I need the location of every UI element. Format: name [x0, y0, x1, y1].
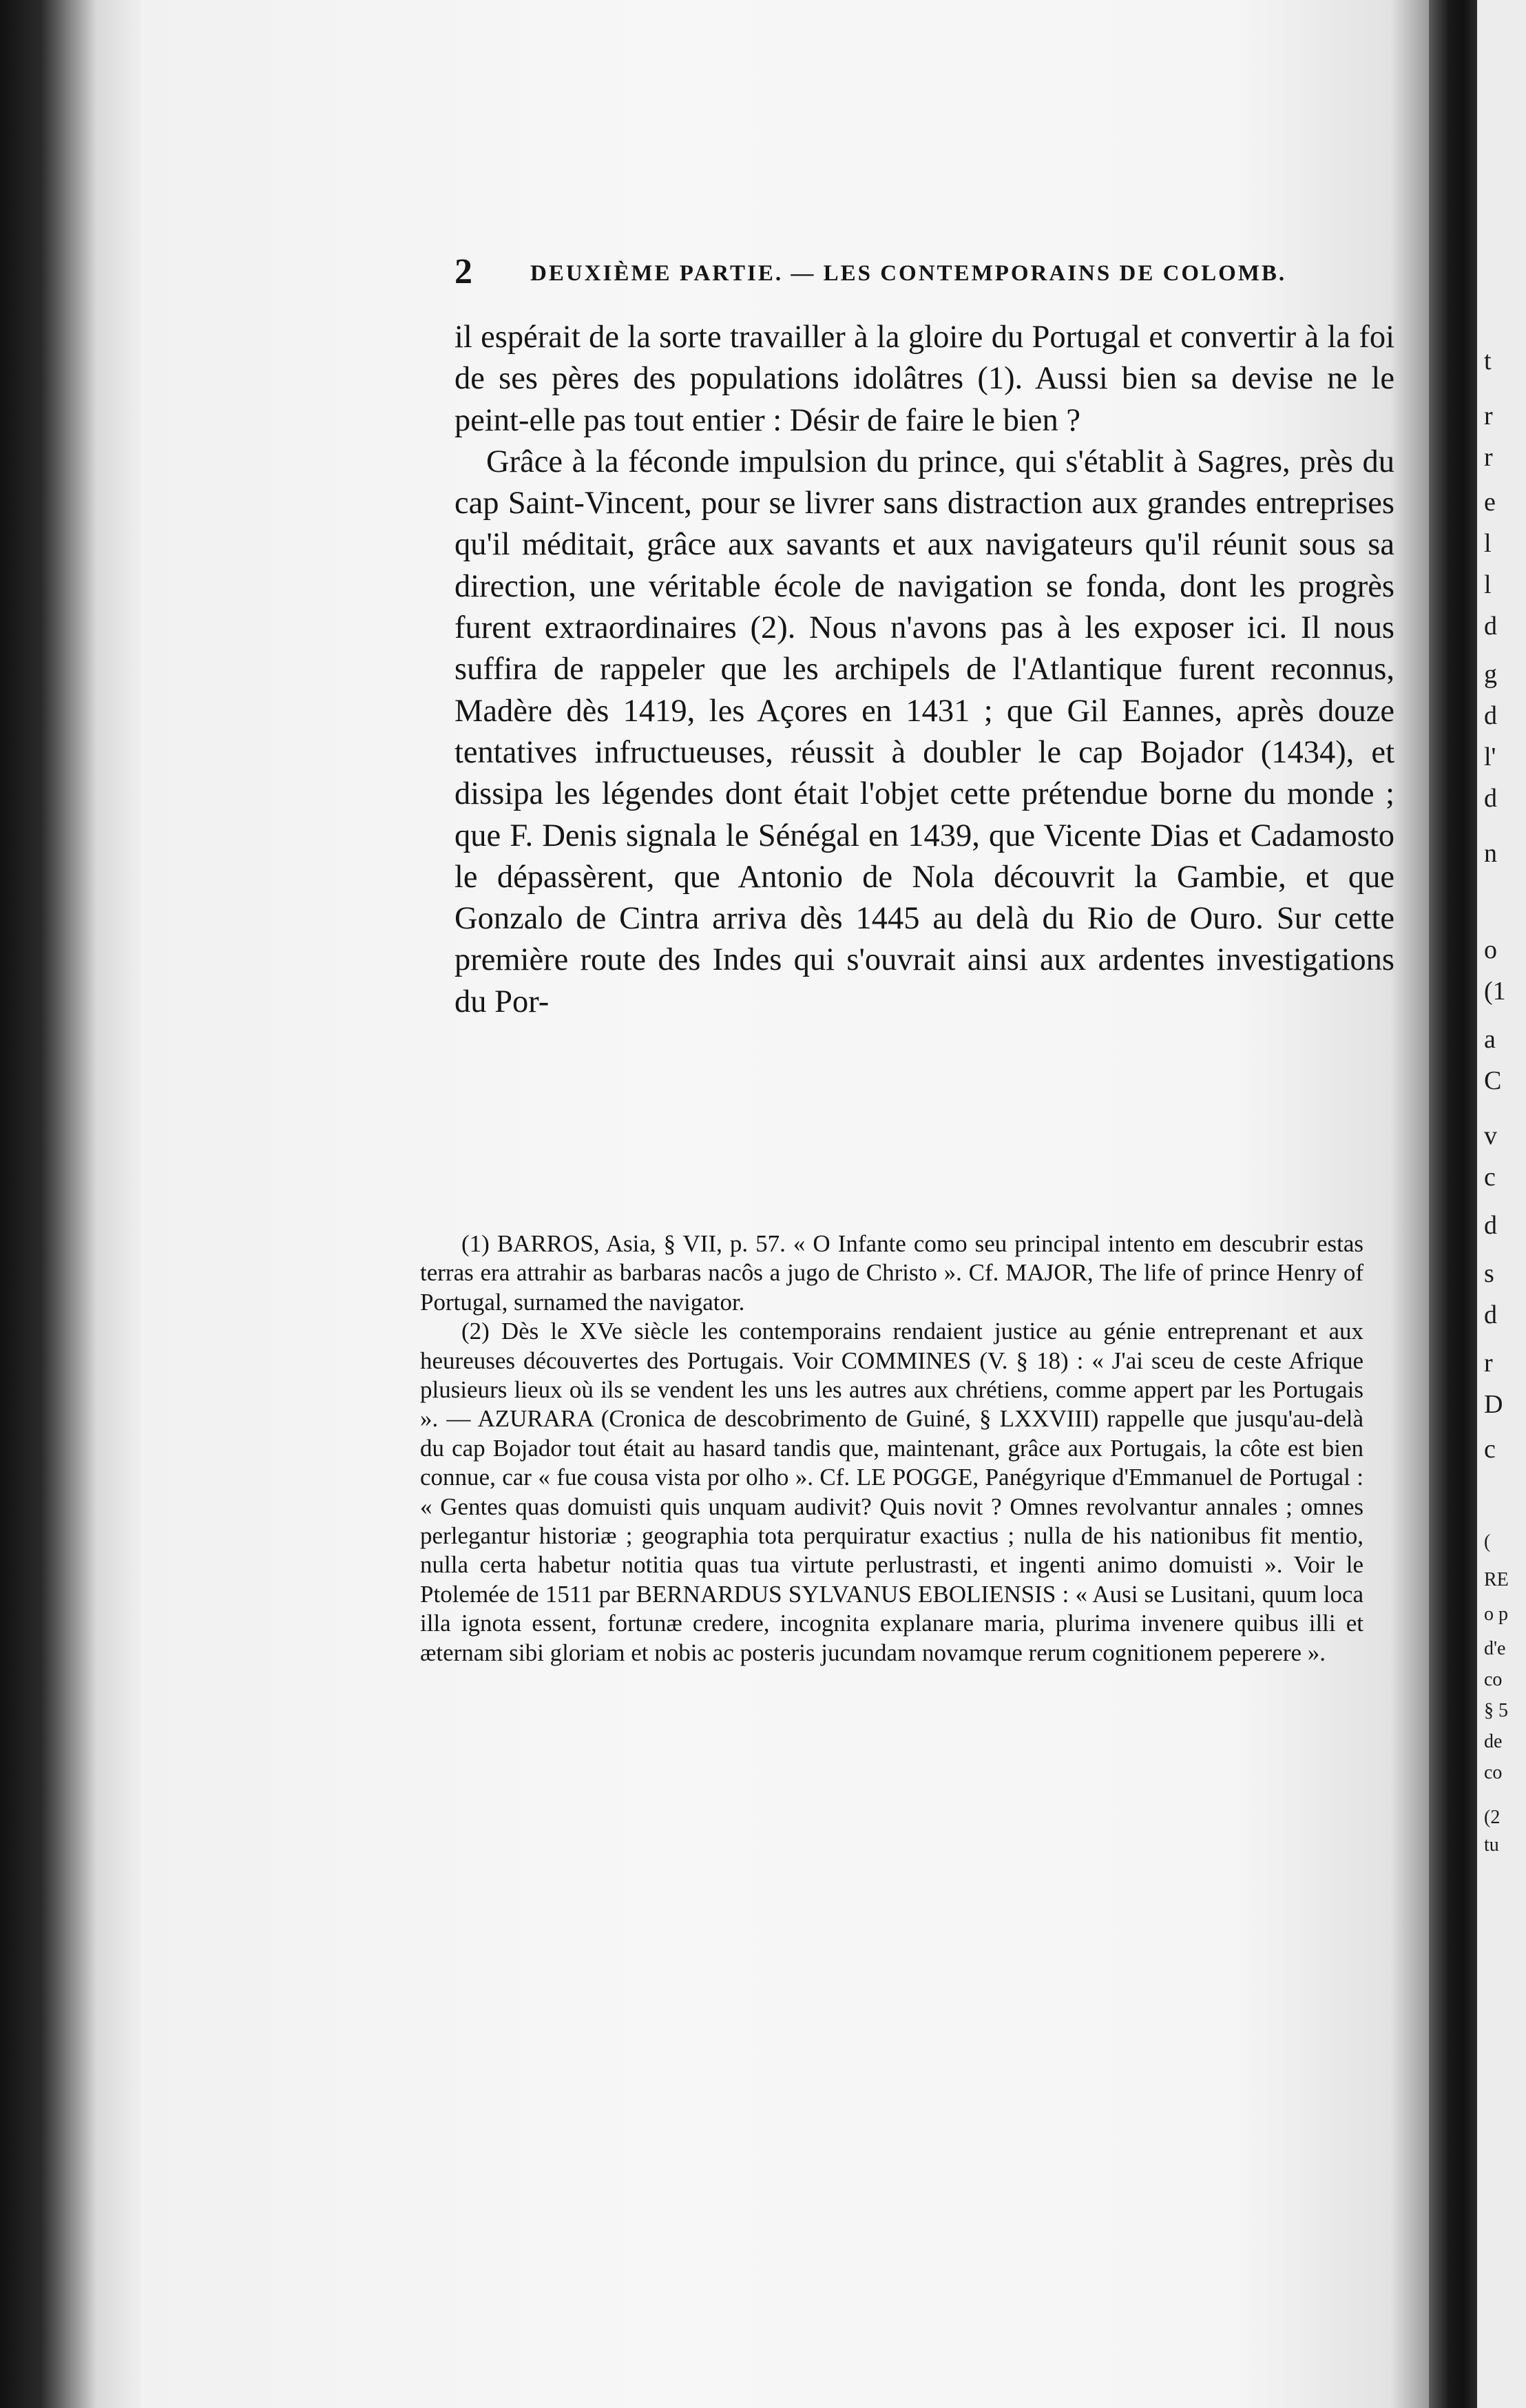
facing-fragment: n [1484, 839, 1497, 868]
facing-fragment: r [1484, 443, 1493, 472]
facing-fragment: ( [1484, 1531, 1491, 1553]
facing-fragment: tu [1484, 1834, 1499, 1856]
facing-fragment: c [1484, 1435, 1496, 1464]
facing-fragment: l' [1484, 743, 1496, 771]
facing-fragment: l [1484, 570, 1492, 599]
footnote-2: (2) Dès le XVe siècle les contemporains rendaient justice au génie entreprenant et aux heureuses découvertes des Portugais. Voir COMMINES (V. § 18) : « J'ai sceu de ceste Afrique plusieurs lieux où ils se vendent les uns les autres aux chrétiens, comme appert par les Portugais ». — AZURARA (Cronica de descobrimento de Guiné, § LXXVIII) rappelle que jusqu'au-delà du cap Bojador tout était au hasard tandis que, maintenant, grâce aux Portugais, la côte est bien connue, car « fue cousa vista por olho ». Cf. LE POGGE, Panégyrique d'Emmanuel de Portugal : « Gentes quas domuisti quis unquam audivit? Quis novit ? Omnes revolvantur annales ; omnes perlegantur historiæ ; geographia tota perquiratur exactius ; nulla de his nationibus fit mentio, nulla certa habetur notitia quas tua virtute perlustrasti, et ingenti animo domuisti ». Voir le Ptolemée de 1511 par BERNARDUS SYLVANUS EBOLIENSIS : « Ausi se Lusitani, quum loca illa ignota essent, fortunæ credere, incognita explanare maria, plurima invenere quibus illi et æternam sibi gloriam et nobis ac posteris jucundam novamque rerum cognitionem peperere ». [420, 1318, 1363, 1666]
page-number: 2 [454, 252, 472, 291]
facing-page-edge [1477, 0, 1526, 2408]
facing-fragment: de [1484, 1731, 1503, 1752]
paragraph-2: Grâce à la féconde impulsion du prince, qui s'établit à Sagres, près du cap Saint-Vincent, pour se livrer sans distraction aux grandes entreprises qu'il méditait, grâce aux savants et aux navigateurs qu'il réunit sous sa direction, une véritable école de navigation se fonda, dont les progrès furent extraordinaires (2). Nous n'avons pas à les exposer ici. Il nous suffira de rappeler que les archipels de l'Atlantique furent reconnus, Madère dès 1419, les Açores en 1431 ; que Gil Eannes, après douze tentatives infructueuses, réussit à doubler le cap Bojador (1434), et dissipa les légendes dont était l'objet cette prétendue borne du monde ; que F. Denis signala le Sénégal en 1439, que Vicente Dias et Cadamosto le dépassèrent, que Antonio de Nola découvrit la Gambie, et que Gonzalo de Cintra arriva dès 1445 au delà du Rio de Ouro. Sur cette première route des Indes qui s'ouvrait ainsi aux ardentes investigations du Por- [454, 444, 1394, 1019]
facing-fragment: c [1484, 1163, 1496, 1192]
facing-fragment: d [1484, 701, 1497, 730]
page-header [454, 251, 1391, 293]
facing-fragment: s [1484, 1259, 1494, 1288]
facing-fragment: co [1484, 1669, 1503, 1690]
paragraph-1: il espérait de la sorte travailler à la gloire du Portugal et convertir à la foi de ses pères des populations idolâtres (1). Aussi bien sa devise ne le peint-elle pas tout entier : Désir de faire le bien ? [454, 320, 1394, 438]
facing-fragment: d'e [1484, 1638, 1506, 1659]
facing-fragment: (2 [1484, 1807, 1501, 1828]
facing-fragment: d [1484, 612, 1497, 641]
facing-fragment: d [1484, 784, 1497, 813]
facing-fragment: t [1484, 346, 1492, 375]
facing-fragment: RE [1484, 1569, 1509, 1590]
footnote-1: (1) BARROS, Asia, § VII, p. 57. « O Infante como seu principal intento em descubrir estas terras era attrahir as barbaras nacôs a jugo de Christo ». Cf. MAJOR, The life of prince Henry of Portugal, surnamed the navigator. [420, 1230, 1363, 1316]
facing-fragment: d [1484, 1211, 1497, 1240]
facing-fragment: g [1484, 660, 1497, 689]
book-gutter-shadow [1429, 0, 1477, 2408]
footnotes [420, 1229, 1363, 1668]
facing-fragment: o [1484, 935, 1497, 964]
facing-fragment: a [1484, 1025, 1496, 1054]
book-binding-edge [0, 0, 141, 2408]
main-text [454, 317, 1394, 1023]
running-head: DEUXIÈME PARTIE. — LES CONTEMPORAINS DE COLOMB. [530, 261, 1287, 286]
facing-fragment: r [1484, 402, 1493, 430]
facing-fragment: o p [1484, 1603, 1508, 1625]
facing-fragment: (1 [1484, 977, 1506, 1006]
facing-fragment: l [1484, 529, 1492, 558]
facing-fragment: co [1484, 1762, 1503, 1783]
facing-fragment: C [1484, 1066, 1502, 1095]
facing-fragment: e [1484, 488, 1496, 517]
facing-fragment: d [1484, 1300, 1497, 1329]
facing-fragment: v [1484, 1121, 1497, 1150]
facing-fragment: D [1484, 1390, 1503, 1419]
facing-fragment: r [1484, 1349, 1493, 1378]
facing-fragment: § 5 [1484, 1700, 1508, 1721]
